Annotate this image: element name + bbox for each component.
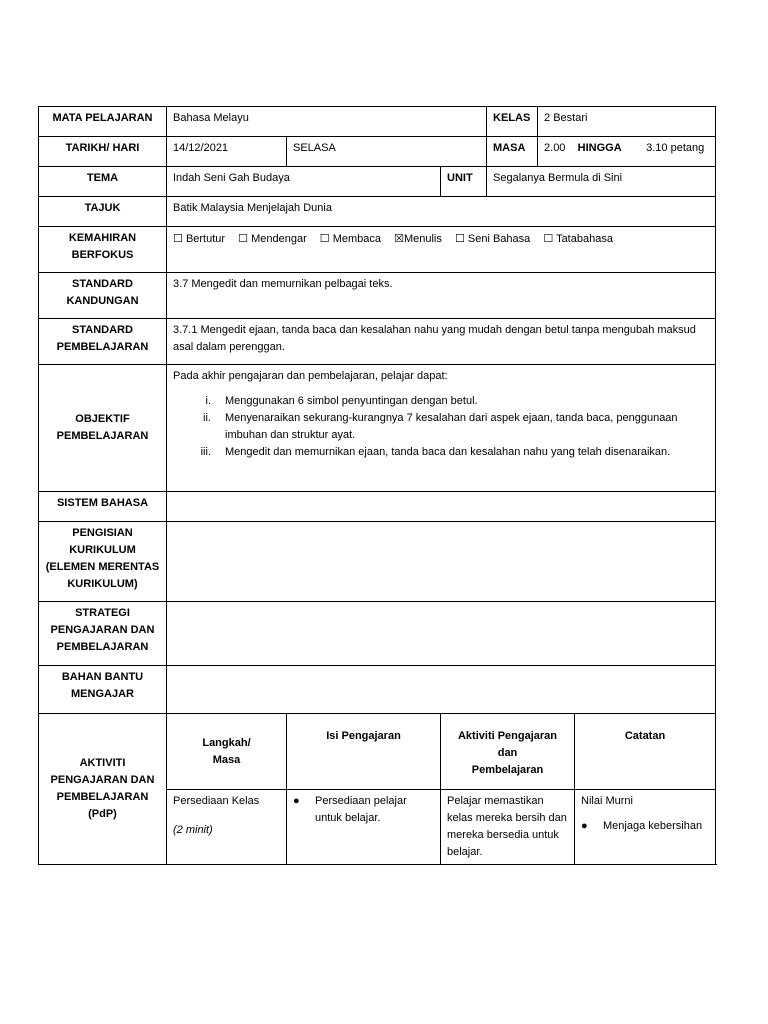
- pdp-catatan-title: Nilai Murni: [581, 795, 633, 807]
- pdp-masa: (2 minit): [173, 824, 213, 836]
- value-standard-kandungan: 3.7 Mengedit dan memurnikan pelbagai teks.: [167, 273, 716, 319]
- header-aktiviti-line2: Pembelajaran: [471, 764, 544, 776]
- lesson-plan-table: [38, 106, 716, 865]
- kemahiran-checklist: [167, 227, 716, 273]
- objektif-text: Mengedit dan memurnikan ejaan, tanda baca dan kesalahan nahu yang telah disenaraikan.: [225, 446, 671, 458]
- pdp-langkah: Persediaan Kelas: [173, 795, 260, 807]
- checkbox-bertutur[interactable]: [173, 233, 225, 245]
- label-st-line1: STRATEGI: [75, 607, 130, 619]
- header-aktiviti-line1: Aktiviti Pengajaran dan: [457, 730, 558, 759]
- label-st-line3: PEMBELAJARAN: [56, 641, 149, 653]
- label-pk-line3: (ELEMEN MERENTAS: [45, 561, 160, 573]
- label-tema: TEMA: [39, 167, 167, 197]
- value-unit: Segalanya Bermula di Sini: [487, 167, 716, 197]
- header-langkah-masa: [167, 714, 287, 790]
- checkbox-seni-bahasa-box: ☐: [454, 232, 465, 245]
- objektif-num: ii.: [203, 412, 211, 424]
- value-tarikh: 14/12/2021: [167, 137, 287, 167]
- label-strategi: [39, 602, 167, 666]
- objektif-list: [173, 393, 709, 461]
- value-masa: [538, 137, 716, 167]
- label-kemahiran-berfokus: [39, 227, 167, 273]
- checkbox-menulis-box: ☒: [394, 232, 404, 245]
- label-kemahiran-line2: BERFOKUS: [71, 249, 134, 261]
- label-sp-line2: PEMBELAJARAN: [56, 341, 149, 353]
- objektif-item: [173, 393, 709, 410]
- label-standard-kandungan: [39, 273, 167, 319]
- bullet-icon: ●: [581, 820, 588, 832]
- label-objektif-pembelajaran: [39, 365, 167, 492]
- objektif-text: Menyenaraikan sekurang-kurangnya 7 kesalahan dari aspek ejaan, tanda baca, penggunaan imbuhan dan struktur ayat.: [225, 412, 678, 441]
- pdp-isi-item: [293, 793, 434, 827]
- checkbox-membaca[interactable]: [320, 233, 381, 245]
- value-mata-pelajaran: Bahasa Melayu: [167, 107, 487, 137]
- checkbox-bertutur-box: ☐: [173, 232, 183, 245]
- checkbox-mendengar-box: ☐: [238, 232, 249, 245]
- checkbox-menulis[interactable]: [394, 233, 442, 245]
- value-sistem-bahasa[interactable]: [167, 492, 716, 522]
- label-bbm-line1: BAHAN BANTU: [61, 671, 144, 683]
- checkbox-membaca-label: Membaca: [332, 233, 382, 245]
- label-sk-line2: KANDUNGAN: [66, 295, 139, 307]
- masa-hingga: HINGGA: [577, 142, 622, 154]
- label-akt-line3: PEMBELAJARAN: [56, 791, 149, 803]
- masa-mula: 2.00: [544, 142, 566, 154]
- label-bahan-bantu-mengajar: [39, 666, 167, 714]
- header-masa: Masa: [212, 753, 241, 766]
- label-sk-line1: STANDARD: [72, 278, 133, 290]
- value-tajuk: Batik Malaysia Menjelajah Dunia: [167, 197, 716, 227]
- label-pk-line1: PENGISIAN: [72, 527, 133, 539]
- checkbox-membaca-box: ☐: [319, 232, 330, 245]
- label-aktiviti-pdp: [39, 714, 167, 865]
- value-standard-pembelajaran: 3.7.1 Mengedit ejaan, tanda baca dan kesalahan nahu yang mudah dengan betul tanpa mengubah maksud asal dalam perenggan.: [167, 319, 716, 365]
- checkbox-mendengar[interactable]: [238, 233, 307, 245]
- label-akt-line1: AKTIVITI: [79, 757, 126, 769]
- label-standard-pembelajaran: [39, 319, 167, 365]
- value-tema: Indah Seni Gah Budaya: [167, 167, 441, 197]
- objektif-num: iii.: [200, 446, 211, 458]
- header-catatan: Catatan: [575, 714, 716, 790]
- header-langkah: Langkah/: [202, 736, 251, 749]
- label-pengisian-kurikulum: [39, 522, 167, 602]
- pdp-aktiviti-cell: Pelajar memastikan kelas mereka bersih dan mereka bersedia untuk belajar.: [441, 790, 575, 865]
- label-obj-line1: OBJEKTIF: [75, 413, 130, 425]
- label-bbm-line2: MENGAJAR: [71, 688, 134, 700]
- label-tarikh-hari: TARIKH/ HARI: [39, 137, 167, 167]
- pdp-isi-cell: [287, 790, 441, 865]
- objektif-item: [173, 444, 709, 461]
- checkbox-seni-bahasa[interactable]: [455, 233, 530, 245]
- checkbox-seni-bahasa-label: Seni Bahasa: [467, 233, 531, 245]
- pdp-isi-text: Persediaan pelajar untuk belajar.: [315, 795, 407, 824]
- pdp-catatan-text: Menjaga kebersihan: [603, 820, 703, 832]
- objektif-intro: Pada akhir pengajaran dan pembelajaran, pelajar dapat:: [173, 370, 448, 382]
- label-pk-line2: KURIKULUM: [69, 544, 136, 556]
- value-pengisian-kurikulum[interactable]: [167, 522, 716, 602]
- label-akt-line2: PENGAJARAN DAN: [50, 774, 155, 786]
- value-strategi[interactable]: [167, 602, 716, 666]
- pdp-catatan-cell: [575, 790, 716, 865]
- label-sistem-bahasa: SISTEM BAHASA: [39, 492, 167, 522]
- objektif-text: Menggunakan 6 simbol penyuntingan dengan betul.: [225, 395, 478, 407]
- label-st-line2: PENGAJARAN DAN: [50, 624, 155, 636]
- objektif-item: [173, 410, 709, 444]
- label-akt-line4: (PdP): [88, 808, 117, 820]
- value-bahan-bantu[interactable]: [167, 666, 716, 714]
- checkbox-tatabahasa[interactable]: [543, 233, 613, 245]
- checkbox-tatabahasa-label: Tatabahasa: [556, 233, 613, 245]
- pdp-catatan-item: [581, 818, 709, 835]
- checkbox-bertutur-label: Bertutur: [185, 233, 226, 245]
- label-tajuk: TAJUK: [39, 197, 167, 227]
- value-hari: SELASA: [287, 137, 487, 167]
- masa-tamat: 3.10 petang: [646, 142, 705, 154]
- bullet-icon: ●: [293, 795, 300, 807]
- label-unit: UNIT: [441, 167, 487, 197]
- label-mata-pelajaran: MATA PELAJARAN: [39, 107, 167, 137]
- objektif-num: i.: [205, 395, 211, 407]
- header-isi-pengajaran: Isi Pengajaran: [287, 714, 441, 790]
- label-sp-line1: STANDARD: [72, 324, 133, 336]
- label-pk-line4: KURIKULUM): [67, 578, 138, 590]
- value-objektif: [167, 365, 716, 492]
- checkbox-tatabahasa-box: ☐: [543, 232, 554, 245]
- label-masa: MASA: [487, 137, 538, 167]
- header-aktiviti-pengajaran: [441, 714, 575, 790]
- label-kelas: KELAS: [487, 107, 538, 137]
- label-obj-line2: PEMBELAJARAN: [56, 430, 149, 442]
- value-kelas: 2 Bestari: [538, 107, 716, 137]
- checkbox-menulis-label: Menulis: [403, 233, 442, 245]
- pdp-langkah-cell: [167, 790, 287, 865]
- checkbox-mendengar-label: Mendengar: [251, 233, 307, 245]
- label-kemahiran-line1: KEMAHIRAN: [68, 232, 137, 244]
